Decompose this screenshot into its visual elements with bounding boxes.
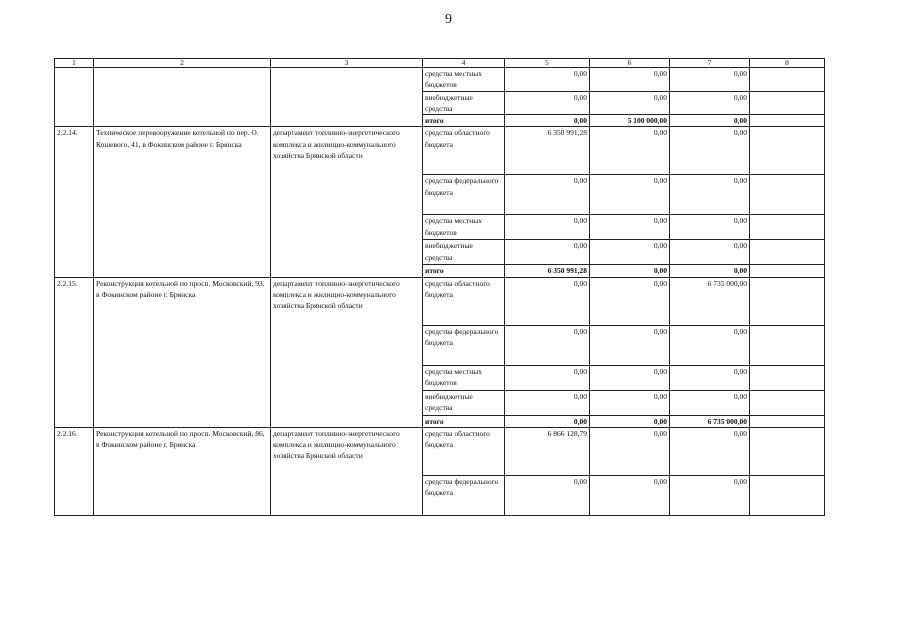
amount-col6-cell: 5 100 000,00: [590, 115, 670, 127]
amount-col7-cell: 0,00: [670, 215, 750, 240]
amount-col7-cell: 0,00: [670, 265, 750, 277]
item-name-cell: Техническое перевооружение котельной по пер. О. Кошевого, 41, в Фокинском районе г. Брянска: [94, 127, 271, 277]
funding-source-cell: внебюджетные средства: [423, 91, 505, 115]
amount-col5-cell: 6 350 991,28: [505, 127, 590, 175]
amount-col7-cell: 0,00: [670, 115, 750, 127]
amount-col5-cell: 0,00: [505, 175, 590, 215]
item-name-cell: Реконструкция котельной по просп. Московский, 93, в Фокинском районе г. Брянска: [94, 277, 271, 427]
name-cell: [94, 68, 271, 127]
amount-col6-cell: 0,00: [590, 475, 670, 515]
funding-source-cell: средства местных бюджетов: [423, 215, 505, 240]
funding-source-cell: итого: [423, 115, 505, 127]
amount-col7-cell: 0,00: [670, 427, 750, 475]
amount-col6-cell: 0,00: [590, 215, 670, 240]
amount-col6-cell: 0,00: [590, 68, 670, 92]
col8-empty-cell: [750, 325, 825, 365]
funding-source-cell: средства федерального бюджета: [423, 325, 505, 365]
amount-col7-cell: 0,00: [670, 91, 750, 115]
amount-col6-cell: 0,00: [590, 325, 670, 365]
col8-empty-cell: [750, 91, 825, 115]
table-body: [55, 59, 825, 516]
item-code-cell: 2.2.14.: [55, 127, 94, 277]
column-number: 4: [423, 59, 505, 68]
col8-empty-cell: [750, 415, 825, 427]
column-number-row: [55, 59, 825, 68]
amount-col5-cell: 0,00: [505, 365, 590, 390]
amount-col5-cell: 0,00: [505, 240, 590, 265]
amount-col7-cell: 0,00: [670, 175, 750, 215]
col8-empty-cell: [750, 215, 825, 240]
funding-source-cell: средства федерального бюджета: [423, 475, 505, 515]
funding-source-cell: средства местных бюджетов: [423, 365, 505, 390]
amount-col6-cell: 0,00: [590, 175, 670, 215]
column-number: 2: [94, 59, 271, 68]
amount-col6-cell: 0,00: [590, 91, 670, 115]
item-executor-cell: департамент топливно-энергетического комплекса и жилищно-коммунального хозяйства Брянской области: [271, 427, 423, 515]
amount-col6-cell: 0,00: [590, 390, 670, 415]
funding-source-cell: средства местных бюджетов: [423, 68, 505, 92]
item-executor-cell: департамент топливно-энергетического комплекса и жилищно-коммунального хозяйства Брянской области: [271, 277, 423, 427]
funding-source-cell: средства областного бюджета: [423, 427, 505, 475]
amount-col7-cell: 0,00: [670, 127, 750, 175]
amount-col6-cell: 0,00: [590, 127, 670, 175]
amount-col5-cell: 0,00: [505, 115, 590, 127]
table-row: [55, 68, 825, 92]
amount-col7-cell: 0,00: [670, 240, 750, 265]
amount-col5-cell: 0,00: [505, 475, 590, 515]
funding-source-cell: средства федерального бюджета: [423, 175, 505, 215]
table-row: [55, 127, 825, 175]
column-number: 5: [505, 59, 590, 68]
amount-col5-cell: 0,00: [505, 277, 590, 325]
item-executor-cell: департамент топливно-энергетического комплекса и жилищно-коммунального хозяйства Брянской области: [271, 127, 423, 277]
col8-empty-cell: [750, 127, 825, 175]
amount-col7-cell: 0,00: [670, 68, 750, 92]
amount-col5-cell: 0,00: [505, 325, 590, 365]
amount-col7-cell: 6 735 000,00: [670, 415, 750, 427]
col8-empty-cell: [750, 390, 825, 415]
amount-col6-cell: 0,00: [590, 240, 670, 265]
col8-empty-cell: [750, 365, 825, 390]
amount-col5-cell: 0,00: [505, 390, 590, 415]
amount-col5-cell: 0,00: [505, 68, 590, 92]
funding-source-cell: внебюджетные средства: [423, 390, 505, 415]
item-name-cell: Реконструкция котельной по просп. Московский, 86, в Фокинском районе г. Брянска: [94, 427, 271, 515]
amount-col5-cell: 6 350 991,28: [505, 265, 590, 277]
funding-source-cell: итого: [423, 265, 505, 277]
item-code-cell: 2.2.16.: [55, 427, 94, 515]
executor-cell: [271, 68, 423, 127]
column-number: 7: [670, 59, 750, 68]
amount-col7-cell: 6 735 000,00: [670, 277, 750, 325]
funding-source-cell: средства областного бюджета: [423, 127, 505, 175]
amount-col7-cell: 0,00: [670, 390, 750, 415]
col8-empty-cell: [750, 427, 825, 475]
funding-source-cell: итого: [423, 415, 505, 427]
column-number: 3: [271, 59, 423, 68]
col8-empty-cell: [750, 265, 825, 277]
amount-col7-cell: 0,00: [670, 475, 750, 515]
col8-empty-cell: [750, 475, 825, 515]
amount-col6-cell: 0,00: [590, 427, 670, 475]
col8-empty-cell: [750, 277, 825, 325]
amount-col5-cell: 6 866 128,79: [505, 427, 590, 475]
amount-col6-cell: 0,00: [590, 277, 670, 325]
amount-col5-cell: 0,00: [505, 415, 590, 427]
page-number: 9: [445, 12, 452, 27]
col8-empty-cell: [750, 175, 825, 215]
funding-source-cell: средства областного бюджета: [423, 277, 505, 325]
item-code-cell: 2.2.15.: [55, 277, 94, 427]
col8-empty-cell: [750, 240, 825, 265]
col8-empty-cell: [750, 68, 825, 92]
amount-col5-cell: 0,00: [505, 91, 590, 115]
amount-col7-cell: 0,00: [670, 325, 750, 365]
funding-source-cell: внебюджетные средства: [423, 240, 505, 265]
amount-col7-cell: 0,00: [670, 365, 750, 390]
column-number: 1: [55, 59, 94, 68]
column-number: 6: [590, 59, 670, 68]
code-cell: [55, 68, 94, 127]
table-row: [55, 427, 825, 475]
table-row: [55, 277, 825, 325]
col8-empty-cell: [750, 115, 825, 127]
amount-col6-cell: 0,00: [590, 365, 670, 390]
budget-table: [54, 58, 825, 516]
amount-col6-cell: 0,00: [590, 415, 670, 427]
amount-col6-cell: 0,00: [590, 265, 670, 277]
column-number: 8: [750, 59, 825, 68]
amount-col5-cell: 0,00: [505, 215, 590, 240]
